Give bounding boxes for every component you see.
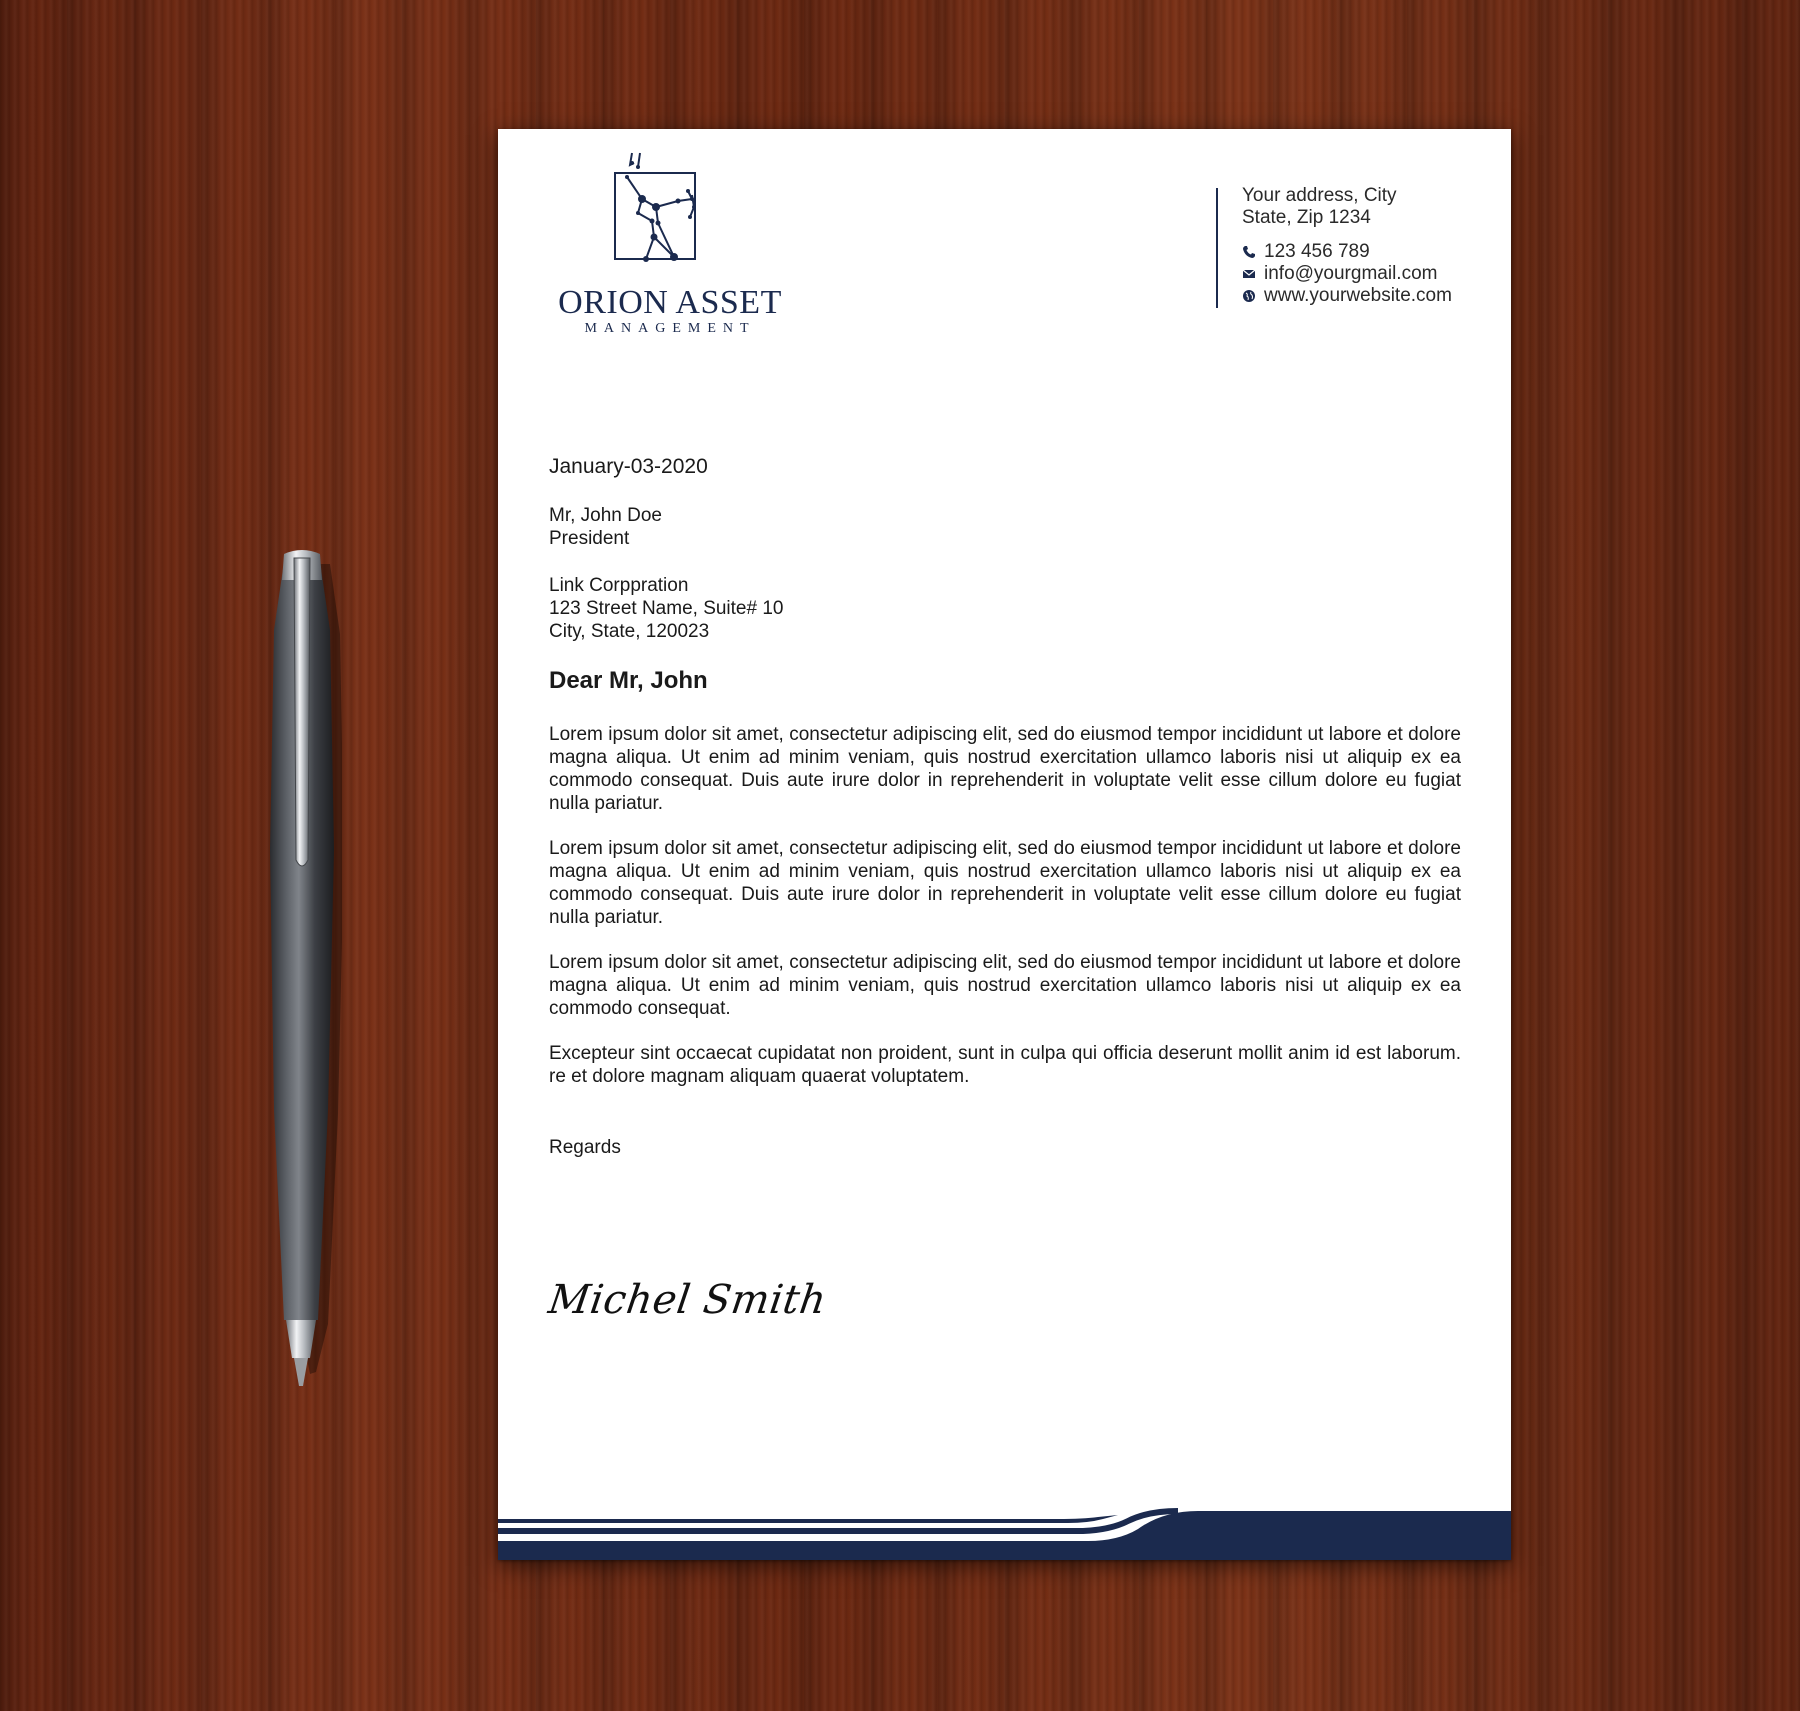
globe-icon	[1242, 289, 1256, 303]
closing: Regards	[549, 1137, 621, 1158]
ballpoint-pen	[260, 550, 342, 1392]
orion-constellation-icon	[612, 151, 708, 267]
address-line-1: Your address, City	[1242, 185, 1397, 206]
mail-icon	[1242, 267, 1256, 281]
contact-block	[1242, 185, 1452, 307]
salutation: Dear Mr, John	[549, 667, 708, 694]
paragraph-2: Lorem ipsum dolor sit amet, consectetur adipiscing elit, sed do eiusmod tempor incididunt ut labore et dolore magna aliqua. Ut enim ad minim veniam, quis nostrud exercitation ullamco laboris nisi ut aliquip ex ea commodo consequat. Duis aute irure dolor in reprehenderit in voluptate velit esse cillum dolore eu fugiat nulla pariatur.	[549, 838, 1461, 928]
company-block	[549, 574, 1461, 643]
letter-body	[549, 455, 1461, 1159]
phone-number: 123 456 789	[1264, 241, 1370, 262]
paragraph-4: Excepteur sint occaecat cupidatat non proident, sunt in culpa qui officia deserunt mollit anim id est laborum. re et dolore magnam aliquam quaerat voluptatem.	[549, 1043, 1461, 1087]
email-address: info@yourgmail.com	[1264, 263, 1438, 284]
paragraph-3: Lorem ipsum dolor sit amet, consectetur adipiscing elit, sed do eiusmod tempor incididunt ut labore et dolore magna aliqua. Ut enim ad minim veniam, quis nostrud exercitation ullamco laboris nisi ut aliquip ex ea commodo consequat.	[549, 952, 1461, 1019]
letter-date: January-03-2020	[549, 455, 708, 478]
phone-row	[1242, 241, 1452, 263]
contact-divider	[1216, 188, 1218, 308]
recipient-title: President	[549, 528, 630, 549]
recipient-name: Mr, John Doe	[549, 505, 662, 526]
website-row	[1242, 285, 1452, 307]
address-line-2: State, Zip 1234	[1242, 207, 1371, 228]
company-city: City, State, 120023	[549, 621, 710, 642]
brand-subtitle: MANAGEMENT	[584, 321, 756, 336]
paragraph-1: Lorem ipsum dolor sit amet, consectetur adipiscing elit, sed do eiusmod tempor incididunt ut labore et dolore magna aliqua. Ut enim ad minim veniam, quis nostrud exercitation ullamco laboris nisi ut aliquip ex ea commodo consequat. Duis aute irure dolor in reprehenderit in voluptate velit esse cillum dolore eu fugiat nulla pariatur.	[549, 724, 1461, 814]
phone-icon	[1242, 245, 1256, 259]
footer-wave-band	[498, 1475, 1511, 1560]
recipient-block	[549, 504, 1461, 550]
company-street: 123 Street Name, Suite# 10	[549, 598, 784, 619]
brand-name: ORION ASSET	[558, 284, 782, 321]
letterhead-paper	[498, 129, 1511, 1560]
signature: Michel Smith	[545, 1277, 830, 1323]
company-name: Link Corppration	[549, 575, 689, 596]
email-row	[1242, 263, 1452, 285]
website-url: www.yourwebsite.com	[1264, 285, 1452, 306]
